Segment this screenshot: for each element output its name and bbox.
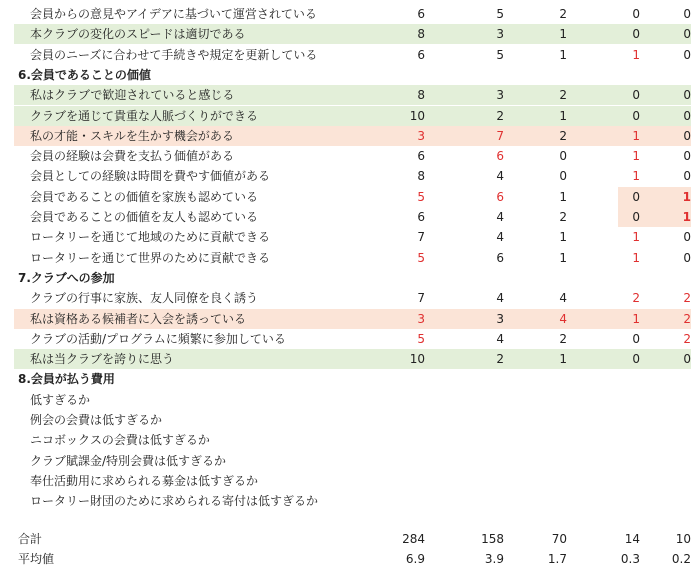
table-row xyxy=(14,207,691,227)
row-label: 私は資格ある候補者に入会を誘っている xyxy=(30,311,247,326)
value-cell: 1 xyxy=(632,169,640,184)
section-header xyxy=(14,369,691,389)
table-row xyxy=(14,126,691,146)
value-cell: 2 xyxy=(559,331,567,346)
row-label: 低すぎるか xyxy=(30,392,91,407)
row-label: クラブの行事に家族、友人同僚を良く誘う xyxy=(30,291,259,306)
value-cell: 6 xyxy=(417,210,425,224)
value-cell: 5 xyxy=(417,331,425,346)
value-cell: 3 xyxy=(417,311,425,326)
row-label: クラブ賦課金/特別会費は低すぎるか xyxy=(30,453,227,468)
value-cell: 0 xyxy=(683,47,691,62)
value-cell: 4 xyxy=(559,291,567,306)
value-cell: 0 xyxy=(683,352,691,367)
value-cell: 2 xyxy=(632,291,640,306)
table-row xyxy=(14,288,691,308)
value-cell: 8 xyxy=(417,88,425,103)
value-cell: 1 xyxy=(632,128,640,143)
totals-value: 284 xyxy=(402,532,425,546)
totals-value: 0.3 xyxy=(620,552,640,566)
value-cell: 0 xyxy=(683,7,691,21)
value-cell: 0 xyxy=(632,331,640,346)
totals-value: 14 xyxy=(624,532,640,546)
value-cell: 5 xyxy=(417,250,425,265)
row-label: 会員からの意見やアイデアに基づいて運営されている xyxy=(30,7,317,21)
table-row xyxy=(14,227,691,247)
table-row xyxy=(14,248,691,268)
section-title: 6.会員であることの価値 xyxy=(18,67,151,82)
row-label: 例会の会費は低すぎるか xyxy=(30,413,163,427)
value-cell: 1 xyxy=(632,311,640,326)
row-label: 会員のニーズに合わせて手続きや規定を更新している xyxy=(30,47,318,62)
row-label: クラブを通じて貴重な人脈づくりができる xyxy=(30,108,259,123)
row-label: 会員の経験は会費を支払う価値がある xyxy=(30,149,235,164)
row-label: 会員としての経験は時間を費やす価値がある xyxy=(30,169,271,184)
value-cell: 1 xyxy=(559,47,567,62)
totals-label: 合計 xyxy=(18,532,43,546)
table-row xyxy=(14,166,691,186)
value-cell: 2 xyxy=(496,108,504,123)
value-cell: 0 xyxy=(683,250,691,265)
value-cell: 8 xyxy=(417,27,425,42)
table-row xyxy=(14,85,691,105)
totals-row xyxy=(14,549,691,569)
value-cell: 0 xyxy=(559,169,567,184)
value-cell: 6 xyxy=(496,250,504,265)
value-cell: 4 xyxy=(496,210,504,224)
row-label: ロータリー財団のために求められる寄付は低すぎるか xyxy=(30,494,319,509)
value-cell: 2 xyxy=(559,88,567,103)
value-cell: 6 xyxy=(417,149,425,164)
value-cell: 5 xyxy=(496,47,504,62)
row-label: 会員であることの価値を友人も認めている xyxy=(30,210,259,224)
row-label: ニコボックスの会費は低すぎるか xyxy=(30,433,210,448)
value-cell: 2 xyxy=(683,291,691,306)
value-cell: 0 xyxy=(632,27,640,42)
table-row xyxy=(14,430,691,450)
value-cell: 4 xyxy=(559,311,567,326)
table-row xyxy=(14,45,691,65)
row-label: 奉仕活動用に求められる募金は低すぎるか xyxy=(30,473,259,488)
totals-label: 平均値 xyxy=(18,552,55,566)
value-cell: 1 xyxy=(559,189,567,204)
value-cell: 4 xyxy=(496,291,504,306)
value-cell: 1 xyxy=(559,352,567,367)
table-row xyxy=(14,491,691,511)
value-cell: 0 xyxy=(683,169,691,184)
value-cell: 1 xyxy=(632,149,640,164)
table-row xyxy=(14,471,691,491)
value-cell: 0 xyxy=(683,88,691,103)
totals-value: 158 xyxy=(481,532,504,546)
value-cell: 4 xyxy=(496,331,504,346)
row-label: 会員であることの価値を家族も認めている xyxy=(30,189,259,204)
section-title: 8.会員が払う費用 xyxy=(18,372,115,387)
value-cell: 5 xyxy=(496,7,504,21)
value-cell: 5 xyxy=(417,189,425,204)
value-cell: 2 xyxy=(559,210,567,224)
value-cell: 0 xyxy=(683,128,691,143)
table-row xyxy=(14,24,691,44)
value-cell: 1 xyxy=(559,108,567,123)
value-cell: 0 xyxy=(632,210,640,224)
value-cell: 2 xyxy=(683,331,691,346)
value-cell: 0 xyxy=(632,7,640,21)
table-row xyxy=(14,410,691,430)
table-row xyxy=(14,451,691,471)
value-cell: 7 xyxy=(417,291,425,306)
value-cell: 1 xyxy=(682,189,691,204)
value-cell: 1 xyxy=(682,210,691,224)
row-label: クラブの活動/プログラムに頻繁に参加している xyxy=(30,331,286,346)
value-cell: 3 xyxy=(496,88,504,103)
value-cell: 1 xyxy=(632,230,640,245)
value-cell: 6 xyxy=(496,189,504,204)
totals-value: 6.9 xyxy=(405,552,425,566)
value-cell: 3 xyxy=(496,311,504,326)
table-row xyxy=(14,106,691,126)
table-row xyxy=(14,390,691,410)
value-cell: 4 xyxy=(496,169,504,184)
value-cell: 0 xyxy=(632,189,640,204)
table-row xyxy=(14,146,691,166)
value-cell: 1 xyxy=(559,230,567,245)
row-label: 本クラブの変化のスピードは適切である xyxy=(30,27,246,42)
value-cell: 0 xyxy=(632,108,640,123)
value-cell: 1 xyxy=(559,27,567,42)
value-cell: 2 xyxy=(683,311,691,326)
value-cell: 1 xyxy=(559,250,567,265)
value-cell: 1 xyxy=(632,47,640,62)
value-cell: 0 xyxy=(683,149,691,164)
row-label: ロータリーを通じて地域のために貢献できる xyxy=(30,230,271,245)
section-header xyxy=(14,268,691,288)
section-title: 7.クラブへの参加 xyxy=(18,270,115,285)
value-cell: 10 xyxy=(409,352,425,367)
row-label: ロータリーを通じて世界のために貢献できる xyxy=(30,250,271,265)
value-cell: 8 xyxy=(417,169,425,184)
value-cell: 7 xyxy=(496,128,504,143)
section-header xyxy=(14,65,691,85)
row-label: 私はクラブで歓迎されていると感じる xyxy=(30,88,235,103)
value-cell: 0 xyxy=(683,27,691,42)
value-cell: 4 xyxy=(496,230,504,245)
value-cell: 10 xyxy=(409,108,425,123)
totals-row xyxy=(14,529,691,549)
value-cell: 2 xyxy=(496,352,504,367)
table-row xyxy=(14,329,691,349)
value-cell: 6 xyxy=(417,7,425,21)
row-label: 私の才能・スキルを生かす機会がある xyxy=(30,128,234,143)
value-cell: 0 xyxy=(683,230,691,245)
value-cell: 0 xyxy=(683,108,691,123)
table-row xyxy=(14,4,691,24)
value-cell: 1 xyxy=(632,250,640,265)
value-cell: 2 xyxy=(559,7,567,21)
value-cell: 6 xyxy=(496,149,504,164)
value-cell: 3 xyxy=(417,128,425,143)
value-cell: 7 xyxy=(417,230,425,245)
value-cell: 6 xyxy=(417,47,425,62)
value-cell: 2 xyxy=(559,128,567,143)
table-row xyxy=(14,349,691,369)
value-cell: 3 xyxy=(496,27,504,42)
value-cell: 0 xyxy=(632,352,640,367)
totals-value: 0.2 xyxy=(671,552,691,566)
row-label: 私は当クラブを誇りに思う xyxy=(30,352,175,367)
totals-value: 10 xyxy=(675,532,691,546)
value-cell: 0 xyxy=(632,88,640,103)
totals-value: 3.9 xyxy=(484,552,504,566)
table-row xyxy=(14,187,691,207)
table-row xyxy=(14,309,691,329)
totals-value: 70 xyxy=(551,532,567,546)
totals-value: 1.7 xyxy=(547,552,567,566)
value-cell: 0 xyxy=(559,149,567,164)
